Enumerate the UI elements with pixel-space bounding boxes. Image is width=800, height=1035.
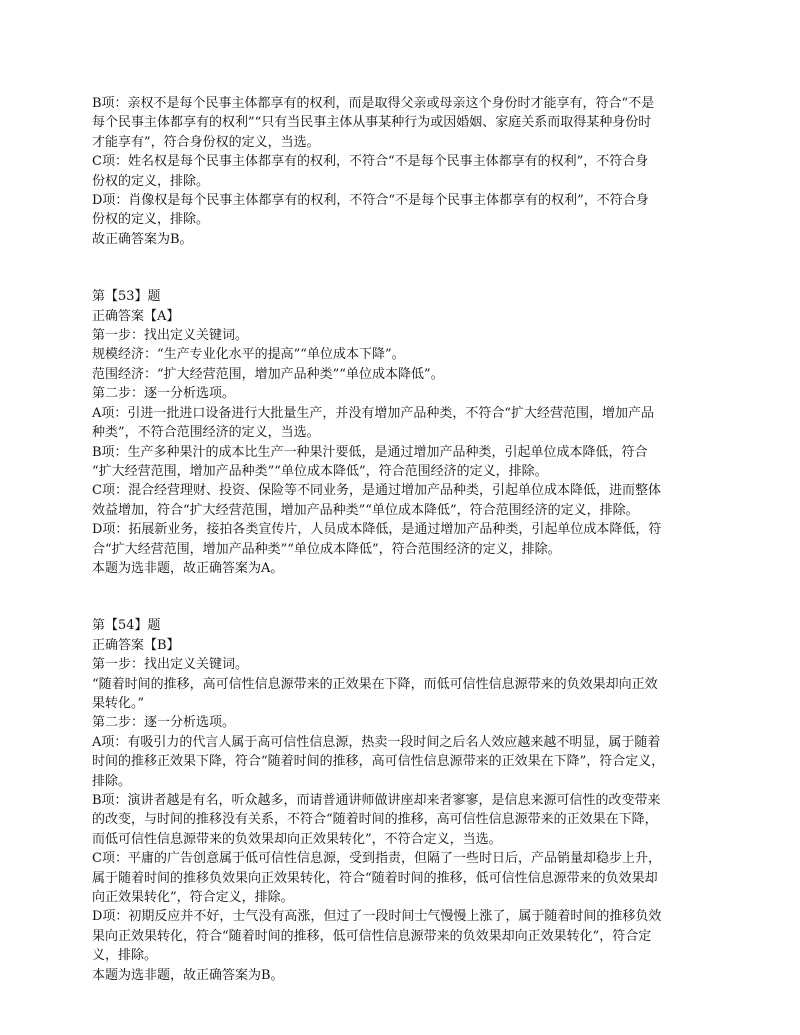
text-line: A项：引进一批进口设备进行大批量生产，并没有增加产品种类，不符合“扩大经营范围，增加产品 bbox=[92, 405, 655, 421]
text-line: 果向正效果转化，符合“随着时间的推移，低可信性信息源带来的负效果却向正效果转化”，符合定 bbox=[92, 928, 652, 944]
text-line: 范围经济：“扩大经营范围，增加产品种类”“单位成本降低”。 bbox=[92, 366, 444, 382]
answer-block-q54 bbox=[92, 616, 712, 985]
text-line: B项：亲权不是每个民事主体都享有的权利，而是取得父亲或母亲这个身份时才能享有，符合“不是 bbox=[92, 96, 655, 111]
answer-block-previous bbox=[92, 94, 712, 249]
text-line: 份权的定义，排除。 bbox=[92, 173, 210, 189]
correct-answer: 正确答案【B】 bbox=[92, 637, 180, 653]
text-line: 的改变，与时间的推移没有关系，不符合“随着时间的推移，高可信性信息源带来的正效果在下降， bbox=[92, 812, 658, 828]
text-line: B项：演讲者越是有名，听众越多，而请普通讲师做讲座却来者寥寥，是信息来源可信性的改变带来 bbox=[92, 793, 661, 808]
text-line: C项：平庸的广告创意属于低可信性信息源，受到指责，但隔了一些时日后，产品销量却稳步上升， bbox=[92, 851, 661, 867]
text-line: 本题为选非题，故正确答案为B。 bbox=[92, 967, 284, 983]
text-line: 才能享有”，符合身份权的定义，当选。 bbox=[92, 134, 320, 150]
text-line: 第二步：逐一分析选项。 bbox=[92, 386, 236, 402]
text-line: D项：肖像权是每个民事主体都享有的权利，不符合“不是每个民事主体都享有的权利”，不符合身 bbox=[92, 193, 649, 209]
text-line: C项：姓名权是每个民事主体都享有的权利，不符合“不是每个民事主体都享有的权利”，不符合身 bbox=[92, 154, 649, 170]
text-line: B项：生产多种果汁的成本比生产一种果汁要低，是通过增加产品种类，引起单位成本降低，符合 bbox=[92, 444, 648, 460]
text-line: 规模经济：“生产专业化水平的提高”“单位成本下降”。 bbox=[92, 347, 405, 363]
text-line: 排除。 bbox=[92, 773, 132, 789]
text-line: 每个民事主体都享有的权利”“只有当民事主体从事某种行为或因婚姻、家庭关系而取得某种身份时 bbox=[92, 115, 652, 131]
text-line: 合“扩大经营范围，增加产品种类”“单位成本降低”，符合范围经济的定义，排除。 bbox=[92, 541, 561, 557]
text-line: 第二步：逐一分析选项。 bbox=[92, 715, 236, 731]
text-line: 本题为选非题，故正确答案为A。 bbox=[92, 560, 284, 576]
text-line: “随着时间的推移，高可信性信息源带来的正效果在下降，而低可信性信息源带来的负效果却向正效 bbox=[92, 676, 658, 692]
question-number: 第【54】题 bbox=[92, 618, 161, 634]
document-page bbox=[92, 94, 712, 985]
text-line: 义，排除。 bbox=[92, 948, 158, 964]
text-line: 种类”，不符合范围经济的定义，当选。 bbox=[92, 425, 320, 441]
text-line: 故正确答案为B。 bbox=[92, 231, 193, 247]
text-line: 时间的推移正效果下降，符合“随着时间的推移，高可信性信息源带来的正效果在下降”，符合定义， bbox=[92, 754, 665, 770]
text-line: 而低可信性信息源带来的负效果却向正效果转化”，不符合定义，当选。 bbox=[92, 831, 502, 847]
text-line: 份权的定义，排除。 bbox=[92, 212, 210, 228]
text-line: 效益增加，符合“扩大经营范围，增加产品种类”“单位成本降低”，符合范围经济的定义，排除。 bbox=[92, 502, 639, 518]
text-line: 第一步：找出定义关键词。 bbox=[92, 328, 249, 344]
question-number: 第【53】题 bbox=[92, 289, 161, 305]
correct-answer: 正确答案【A】 bbox=[92, 308, 180, 324]
answer-block-q53 bbox=[92, 287, 712, 578]
text-line: 属于随着时间的推移负效果向正效果转化，符合“随着时间的推移，低可信性信息源带来的负效果却 bbox=[92, 870, 658, 886]
text-line: 向正效果转化”，符合定义，排除。 bbox=[92, 890, 294, 906]
text-line: 第一步：找出定义关键词。 bbox=[92, 657, 249, 673]
text-line: D项：拓展新业务，接拍各类宣传片，人员成本降低，是通过增加产品种类，引起单位成本降低，符 bbox=[92, 522, 662, 538]
text-line: “扩大经营范围，增加产品种类”“单位成本降低”，符合范围经济的定义，排除。 bbox=[92, 463, 548, 479]
text-line: C项：混合经营理财、投资、保险等不同业务，是通过增加产品种类，引起单位成本降低，进而整体 bbox=[92, 483, 661, 499]
text-line: 果转化。” bbox=[92, 695, 145, 711]
text-line: D项：初期反应并不好，士气没有高涨，但过了一段时间士气慢慢上涨了，属于随着时间的推移负效 bbox=[92, 909, 662, 925]
text-line: A项：有吸引力的代言人属于高可信性信息源，热卖一段时间之后名人效应越来越不明显，属于随着 bbox=[92, 734, 661, 750]
